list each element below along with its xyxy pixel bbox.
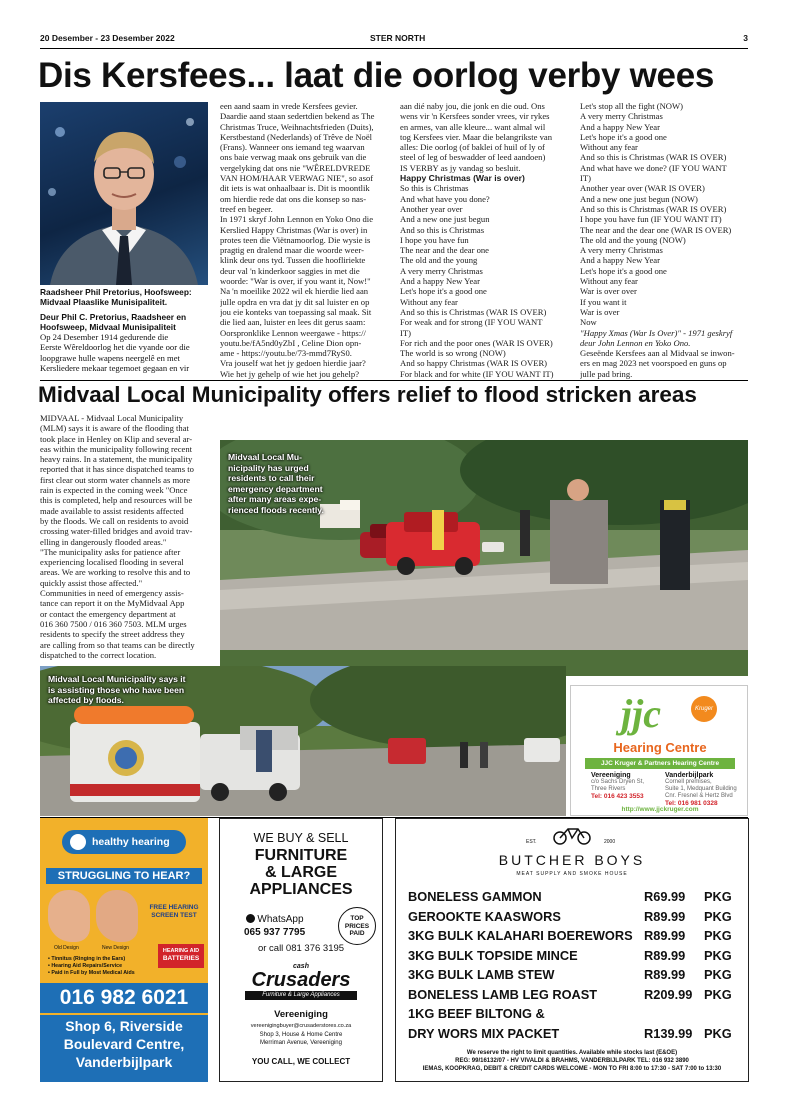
cc-email[interactable]: vereenigingbuyer@crusaderstores.co.za	[250, 1023, 352, 1029]
jjc-logo: jjc	[621, 691, 661, 736]
flood-response-photo	[40, 666, 566, 816]
healthy-hearing-logo: healthy hearing	[62, 830, 186, 854]
text-line: rain is expected in the coming week "Once	[40, 485, 188, 496]
text-line: this is completed, help and resources will be	[40, 495, 193, 506]
ad-butcher-boys[interactable]	[395, 818, 749, 1082]
cc-furniture: FURNITURE & LARGE APPLIANCES	[249, 847, 353, 898]
product-unit: PKG	[704, 967, 732, 982]
product-name: DRY WORS MIX PACKET	[408, 1025, 560, 1041]
text-line: treef en begeer.	[220, 203, 273, 214]
product-price: R89.99	[644, 928, 686, 943]
text-line: residents to specify the street address they	[40, 629, 185, 640]
ear-photo-old	[48, 890, 90, 942]
text-line: julle opdra en vra dat jy dit sal luister en op	[220, 296, 370, 307]
whatsapp-icon	[246, 914, 255, 923]
header-rule	[40, 48, 748, 49]
lyric-line: And a happy New Year	[580, 255, 660, 266]
lyric-line: So this is Christmas	[400, 183, 469, 194]
price-row	[408, 1006, 738, 1024]
text-line: (Frans). Wanneer ons iemand teg waarvan	[220, 142, 365, 153]
text-line: klink deur ons tyd. Tussen die hoofliriekte	[220, 255, 366, 266]
lyric-line: Let's hope it's a good one	[400, 286, 487, 297]
lyric-line: Let's hope it's a good one	[580, 131, 667, 142]
lyric-line: And so this is Christmas (WAR IS OVER)	[580, 203, 727, 214]
healthy-address: Shop 6, Riverside Boulevard Centre, Vanderbijlpark	[40, 1015, 208, 1082]
text-line: Eerste Wêreldoorlog het die vyande oor die	[40, 342, 190, 353]
text-line: are calling from so that teams can be directly	[40, 639, 195, 650]
bb-tagline: MEAT SUPPLY AND SMOKE HOUSE	[516, 871, 628, 877]
bb-footer: We reserve the right to limit quantities. Available while stocks last (E&OE) REG: 99/16132/07 - HV VIVALDI & BRAHMS, VANDERBIJLPARK TEL: 016 932 3890 IEMAS, KOOPKRAG, DEBIT & CREDIT CARDS WELCOME - MON TO FRI 8:00 to 17:30 - SAT 7:00 to 13:30	[422, 1050, 722, 1072]
label-old-design: Old Design	[54, 945, 79, 951]
lyric-line: And a new one just begun (NOW)	[580, 193, 698, 204]
text-line: by the floods. We call on residents to avoid	[40, 515, 189, 526]
councillor-portrait	[40, 102, 208, 285]
lyric-line: The old and the young (NOW)	[580, 234, 686, 245]
jjc-subtitle: JJC Kruger & Partners Hearing Centre	[585, 758, 735, 769]
product-price: R209.99	[644, 986, 693, 1002]
product-unit: PKG	[704, 986, 732, 1002]
text-line: MIDVAAL - Midvaal Local Municipality	[40, 413, 184, 423]
article1-column-2	[220, 101, 392, 381]
product-price: R139.99	[644, 1025, 693, 1041]
lyric-line: IT)	[400, 327, 411, 338]
product-price: R89.99	[644, 967, 686, 982]
product-unit: PKG	[704, 889, 732, 904]
product-price: R89.99	[644, 908, 686, 924]
page-header	[40, 33, 748, 47]
text-line: or contact the emergency department at	[40, 608, 176, 619]
healthy-phone[interactable]: 016 982 6021	[40, 983, 208, 1013]
ad-cash-crusaders[interactable]	[219, 818, 383, 1082]
price-row	[408, 909, 738, 927]
text-line: elling in dangerously flooded areas."	[40, 536, 167, 547]
text-line: alles: Die oorlog (of baklei of huil of ly of	[400, 142, 545, 153]
cc-whatsapp[interactable]: WhatsApp 065 937 7795	[244, 914, 306, 938]
photo2-caption: Midvaal Local Municipality says it is assisting those who have been affected by floods.	[48, 674, 186, 705]
ad-jjc-hearing-centre[interactable]	[570, 685, 748, 816]
lyric-line: And what have you done?	[400, 193, 490, 204]
product-name: BONELESS LAMB LEG ROAST	[408, 986, 598, 1002]
price-row	[408, 967, 738, 985]
cc-buy-sell: WE BUY & SELL	[253, 831, 349, 845]
issue-date: 20 Desember - 23 Desember 2022	[40, 33, 175, 43]
song-title: Happy Christmas (War is over)	[400, 173, 525, 184]
lyric-line: A very merry Christmas	[580, 111, 663, 122]
lyric-line: If you want it	[580, 296, 627, 307]
lyric-line: And so this is Christmas (WAR IS OVER)	[400, 306, 547, 317]
text-line: eas within the municipality following recent	[40, 443, 193, 454]
text-line: 016 360 7500 / 016 360 7503. MLM urges	[40, 618, 187, 629]
text-line: Kerslied Happy Christmas (War is over) in	[220, 224, 368, 235]
article1-column-3	[400, 101, 575, 381]
product-name: 3KG BULK LAMB STEW	[408, 967, 555, 982]
text-line: vergelyking dat ons nie "WÊRELDVREDE	[220, 162, 371, 173]
lyric-line: For rich and the poor ones (WAR IS OVER)	[400, 337, 553, 348]
bb-est: EST.	[526, 839, 537, 845]
article1-column-4	[580, 101, 750, 381]
jjc-kruger-badge: Kruger	[691, 696, 717, 722]
lyric-line: And a happy New Year	[580, 121, 660, 132]
text-line: youtu.be/fA5nd0yZbI , Celine Dion opn-	[220, 337, 362, 348]
lyric-line: A very merry Christmas	[580, 245, 663, 256]
jjc-vereeniging: Vereeniging c/o Sachs Dryen St, Three Rivers Tel: 016 423 3553	[591, 772, 645, 800]
price-row	[408, 1026, 738, 1044]
page-number: 3	[743, 33, 748, 43]
text-line: made available to assist residents affected	[40, 505, 184, 516]
jjc-title: Hearing Centre	[613, 740, 707, 755]
text-line: took place in Henley on Klip and several ar-	[40, 433, 193, 444]
lyric-line: Another year over	[400, 203, 463, 214]
lyric-line: Let's stop all the fight (NOW)	[580, 101, 683, 111]
text-line: en armes, van alle kleure... want almal wil	[400, 121, 546, 132]
lyric-line: I hope you have fun (IF YOU WANT IT)	[580, 214, 722, 225]
text-line: quickly assist those affected."	[40, 577, 143, 588]
text-line: Kerstbestand (Nederlands) of Trêve de Noël	[220, 131, 373, 142]
ad-healthy-hearing[interactable]	[40, 818, 208, 1082]
lyric-line: And what have we done? (IF YOU WANT	[580, 162, 727, 173]
top-prices-badge: TOP PRICES PAID	[338, 907, 376, 945]
cc-footer: YOU CALL, WE COLLECT	[251, 1057, 351, 1066]
article2-body	[40, 413, 216, 663]
product-unit: PKG	[704, 947, 732, 963]
product-name: 3KG BULK TOPSIDE MINCE	[408, 947, 578, 963]
text-line: dispatched to the correct location.	[40, 649, 157, 660]
portrait-caption: Raadsheer Phil Pretorius, Hoofsweep: Midvaal Plaaslike Munisipaliteit.	[40, 287, 192, 307]
bb-year: 2000	[604, 839, 616, 845]
lyric-line: Without any fear	[580, 142, 638, 153]
bicycle-icon	[552, 825, 592, 850]
ear-photo-new	[96, 890, 138, 942]
lyric-line: And a happy New Year	[400, 276, 480, 287]
product-name: 1KG BEEF BILTONG &	[408, 1006, 545, 1021]
product-name: GEROOKTE KAASWORS	[408, 908, 561, 924]
text-line: crossing water-filled bridges and avoid trav-	[40, 526, 193, 537]
text-line: een aand saam in vrede Kersfees gevier.	[220, 101, 358, 111]
lyric-line: And so this is Christmas (WAR IS OVER)	[580, 152, 727, 163]
product-name: BONELESS GAMMON	[408, 889, 542, 904]
product-name: 3KG BULK KALAHARI BOEREWORS	[408, 928, 633, 943]
text-line: steel of leg of beswadder of leed aandoen)	[400, 152, 546, 163]
song-credit: "Happy Xmas (War Is Over)" - 1971 geskryf	[580, 327, 733, 338]
text-line: ons baie verwag maak ons gebruik van die	[220, 152, 367, 163]
text-line: dit iets is wat onhaalbaar is. Dit is moontlik	[220, 183, 370, 194]
text-line: protes teen die Viëtnamoorlog. Die wysie is	[220, 234, 371, 245]
product-unit: PKG	[704, 1025, 732, 1041]
closing-line: ers en mag 2023 net voorspoed en guns op	[580, 358, 727, 369]
text-line: VAN HOM/HAAR VERWAG NIE", so asof	[220, 173, 374, 184]
text-line: reported that it has since dispatched teams to	[40, 464, 194, 475]
product-unit: PKG	[704, 908, 732, 924]
cc-call[interactable]: or call 081 376 3195	[257, 943, 345, 954]
closing-line: julle pad bring.	[580, 368, 633, 379]
text-line: wens vir 'n Kersfees sonder vrees, vir rykes	[400, 111, 550, 122]
lyric-line: Now	[580, 317, 597, 328]
jjc-vanderbijlpark: Vanderbijlpark Cornell premises, Suite 1, Medquant Building Cnr. Fresnel & Hertz Blvd Tel: 016 981 0328	[665, 772, 737, 807]
lyric-line: The near and the dear one	[400, 245, 489, 256]
cc-address: Shop 3, House & Home Centre Merriman Avenue, Vereeniging	[259, 1032, 343, 1046]
lyric-line: Let's hope it's a good one	[580, 265, 667, 276]
closing-line: Geseënde Kersfees aan al Midvaal se inwon-	[580, 348, 735, 359]
article-separator	[40, 380, 748, 381]
struggling-banner: STRUGGLING TO HEAR?	[46, 868, 202, 884]
lyric-line: The world is so wrong (NOW)	[400, 348, 506, 359]
text-line: tog Kersfees vier. Maar die belangrikste van	[400, 131, 553, 142]
lyric-line: Another year over (WAR IS OVER)	[580, 183, 705, 194]
product-price: R69.99	[644, 889, 686, 904]
lyric-line: For weak and for strong (IF YOU WANT	[400, 317, 543, 328]
article2-headline: Midvaal Local Municipality offers relief to flood stricken areas	[38, 382, 697, 407]
lyric-line: The old and the young	[400, 255, 478, 266]
crusaders-logo: cash Crusaders Furniture & Large Appliances	[220, 963, 382, 1000]
article1-lead	[40, 332, 212, 373]
product-unit: PKG	[704, 928, 732, 943]
free-test-badge: FREE HEARING SCREEN TEST	[149, 904, 199, 919]
song-credit: deur John Lennon en Yoko Ono.	[580, 337, 691, 348]
text-line: Kersliedere mekaar tegemoet gegaan en vir	[40, 362, 190, 373]
lyric-line: Without any fear	[580, 276, 638, 287]
text-line: Vra jouself wat het jy gedoen hierdie jaar?	[220, 358, 366, 369]
flood-scene-photo	[220, 440, 748, 676]
text-line: pragtig en dralend maar die woorde weer-	[220, 245, 364, 256]
text-line: woorde: "War is over, if you want it, Now!"	[220, 276, 371, 287]
text-line: om hierdie rede dat ons die konsep so nas-	[220, 193, 367, 204]
text-line: die lied aan, luister en lees dit gerus saam:	[220, 317, 366, 328]
lyric-line: I hope you have fun	[400, 234, 469, 245]
bb-name: BUTCHER BOYS	[498, 852, 646, 868]
text-line: tance can report it on the MyMidvaal App	[40, 598, 185, 609]
text-line: IS VERBY as jy vandag so besluit.	[400, 162, 521, 173]
text-line: experiencing localised flooding in several	[40, 557, 184, 568]
text-line: Op 24 Desember 1914 gedurende die	[40, 332, 169, 342]
text-line: heavy rains. In a statement, the municipality	[40, 454, 193, 465]
text-line: "The municipality asks for patience after	[40, 546, 181, 557]
lyric-line: The near and the dear one (WAR IS OVER)	[580, 224, 732, 235]
text-line: areas. We are working to resolve this and to	[40, 567, 191, 578]
photo1-caption: Midvaal Local Mu- nicipality has urged residents to call their emergency department after many areas expe- rienced floods recently.	[228, 452, 324, 515]
product-price: R89.99	[644, 947, 686, 963]
services-list: • Tinnitus (Ringing in the Ears) • Hearing Aid Repairs/Service • Paid in Full by Most Medical Aids	[48, 956, 135, 976]
lyric-line: And a new one just begun	[400, 214, 490, 225]
text-line: Daardie aand staan sedertdien bekend as The	[220, 111, 375, 122]
batteries-badge: HEARING AID BATTERIES	[158, 944, 204, 968]
price-row	[408, 928, 738, 946]
lyric-line: War is over over	[580, 286, 637, 297]
ear-icon	[70, 834, 86, 850]
text-line: Na 'n moeilike 2022 wil ek hierdie lied aan	[220, 286, 369, 297]
price-row	[408, 889, 738, 907]
text-line: Wie het jy gehelp of wie het jou gehelp?	[220, 368, 360, 379]
cc-branch: Vereeniging	[274, 1009, 328, 1020]
publication-name: STER NORTH	[370, 33, 426, 43]
price-row	[408, 948, 738, 966]
article1-byline: Deur Phil C. Pretorius, Raadsheer en Hoofsweep, Midvaal Munisipaliteit	[40, 312, 187, 332]
lyric-line: Without any fear	[400, 296, 458, 307]
text-line: Oorspronklike Lennon weergawe - https://	[220, 327, 366, 338]
text-line: loopgrawe hulle wapens neergelê en met	[40, 352, 180, 363]
text-line: In 1971 skryf John Lennon en Yoko Ono die	[220, 214, 374, 225]
text-line: (MLM) says it is aware of the flooding that	[40, 423, 189, 434]
text-line: Christmas Truce, Weihnachtsfrieden (Duits),	[220, 121, 374, 132]
text-line: aan dié naby jou, die jonk en die oud. Ons	[400, 101, 545, 111]
text-line: deur val 'n kinderkoor saggies in met die	[220, 265, 360, 276]
text-line: Communities in need of emergency assis-	[40, 588, 184, 599]
lyric-line: A very merry Christmas	[400, 265, 483, 276]
lyric-line: And so this is Christmas	[400, 224, 485, 235]
text-line: jou eie konteks van toepassing sal maak. Sit	[220, 306, 372, 317]
lyric-line: For black and for white (IF YOU WANT IT)	[400, 368, 554, 379]
jjc-url[interactable]: http://www.jjckruger.com	[621, 806, 699, 813]
text-line: first clear out storm water channels as more	[40, 474, 191, 485]
lyric-line: War is over	[580, 306, 620, 317]
lyric-line: IT)	[580, 173, 591, 184]
price-row	[408, 987, 738, 1005]
article1-headline: Dis Kersfees... laat die oorlog verby wees	[38, 56, 715, 95]
label-new-design: New Design	[102, 945, 129, 951]
text-line: ame - https://youtu.be/73-mmd7RyS0.	[220, 348, 352, 359]
lyric-line: And so happy Christmas (WAR IS OVER)	[400, 358, 548, 369]
